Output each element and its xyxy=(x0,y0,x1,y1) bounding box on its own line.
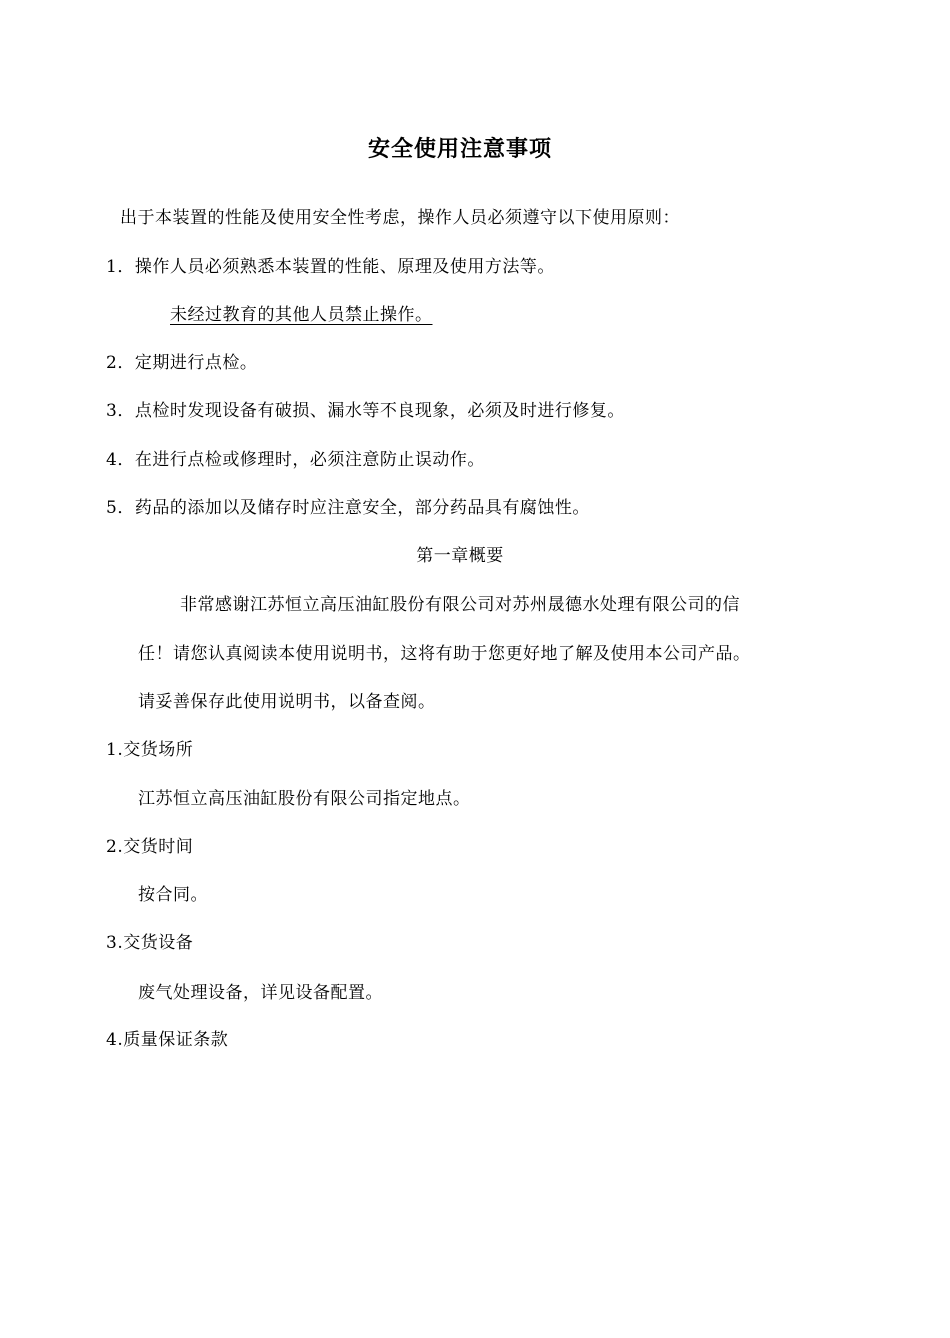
section-3-title: 3.交货设备 xyxy=(106,933,194,953)
section-1-title: 1.交货场所 xyxy=(106,740,194,760)
document-title: 安全使用注意事项 xyxy=(367,137,552,162)
safety-item-2: 2．定期进行点检。 xyxy=(106,353,258,373)
chapter-paragraph-line-3: 请妥善保存此使用说明书，以备查阅。 xyxy=(138,692,436,712)
safety-intro: 出于本装置的性能及使用安全性考虑，操作人员必须遵守以下使用原则： xyxy=(120,208,680,228)
chapter-paragraph-line-2: 任！请您认真阅读本使用说明书，这将有助于您更好地了解及使用本公司产品。 xyxy=(138,644,751,664)
section-3-body: 废气处理设备，详见设备配置。 xyxy=(138,983,383,1003)
section-2-title: 2.交货时间 xyxy=(106,837,194,857)
section-2-body: 按合同。 xyxy=(138,885,208,905)
safety-item-3: 3．点检时发现设备有破损、漏水等不良现象，必须及时进行修复。 xyxy=(106,401,625,421)
safety-item-4: 4．在进行点检或修理时，必须注意防止误动作。 xyxy=(106,450,485,470)
chapter-paragraph-line-1: 非常感谢江苏恒立高压油缸股份有限公司对苏州晟德水处理有限公司的信 xyxy=(180,595,740,615)
section-4-title: 4.质量保证条款 xyxy=(106,1030,229,1050)
safety-item-1-note: 未经过教育的其他人员禁止操作。 xyxy=(170,305,433,325)
chapter-heading: 第一章概要 xyxy=(416,546,504,566)
safety-item-1: 1．操作人员必须熟悉本装置的性能、原理及使用方法等。 xyxy=(106,257,555,277)
section-1-body: 江苏恒立高压油缸股份有限公司指定地点。 xyxy=(138,789,471,809)
safety-item-5: 5．药品的添加以及储存时应注意安全，部分药品具有腐蚀性。 xyxy=(106,498,590,518)
